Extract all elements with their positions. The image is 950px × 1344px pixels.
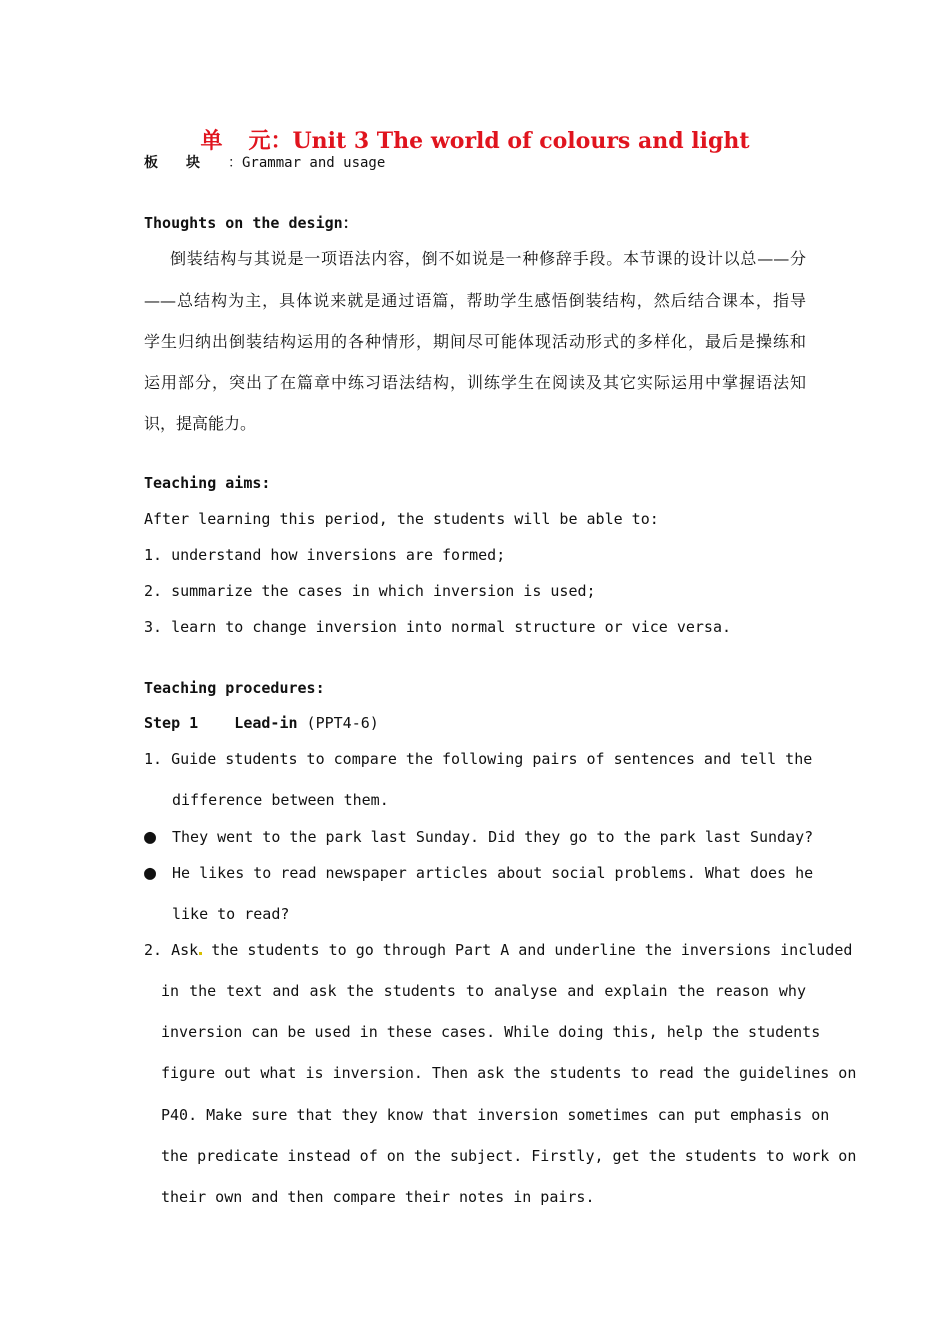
design-paragraph-line: ——总结构为主，具体说来就是通过语篇，帮助学生感悟倒装结构，然后结合课本，指导 [144, 291, 806, 310]
unit-title-text: ：Unit 3 The world of colours and light [270, 128, 750, 154]
item2-line: P40. Make sure that they know that inversion sometimes can put emphasis on [161, 1106, 830, 1124]
design-paragraph-line: 倒装结构与其说是一项语法内容，倒不如说是一种修辞手段。本节课的设计以总——分 [170, 249, 806, 268]
unit-label: 单元 [200, 128, 297, 154]
bullet-text: like to read? [172, 905, 290, 923]
item2-line: inversion can be used in these cases. While doing this, help the students [161, 1023, 821, 1041]
design-paragraph-line: 识，提高能力。 [144, 414, 257, 433]
item2-line: the predicate instead of on the subject. Firstly, get the students to work on [161, 1147, 857, 1165]
unit-title [0, 124, 950, 155]
bullet-icon: ● [144, 860, 157, 884]
module-line [144, 152, 385, 172]
item2-line: figure out what is inversion. Then ask the students to read the guidelines on [161, 1064, 857, 1082]
item1-line: 1. Guide students to compare the following pairs of sentences and tell the [144, 750, 813, 768]
aims-item: 3. learn to change inversion into normal structure or vice versa. [144, 618, 731, 636]
item2-line [144, 941, 853, 959]
design-paragraph-line: 运用部分，突出了在篇章中练习语法结构，训练学生在阅读及其它实际运用中掌握语法知 [144, 373, 806, 392]
aims-item: 1. understand how inversions are formed; [144, 546, 506, 564]
bullet-text: He likes to read newspaper articles about social problems. What does he [172, 864, 814, 882]
step1-label: Step 1 Lead-in [144, 714, 298, 732]
design-paragraph-line: 学生归纳出倒装结构运用的各种情形，期间尽可能体现活动形式的多样化，最后是操练和 [144, 332, 806, 351]
step1-ref: (PPT4-6) [297, 714, 379, 732]
item2-line: their own and then compare their notes in pairs. [161, 1188, 595, 1206]
bullet-icon: ● [144, 824, 157, 848]
aims-intro: After learning this period, the students will be able to: [144, 510, 659, 528]
step1-heading [144, 714, 379, 732]
module-value: ：Grammar and usage [228, 155, 386, 171]
module-label: 板块 [144, 155, 228, 171]
item1-line: difference between them. [172, 791, 389, 809]
design-heading: Thoughts on the design： [144, 214, 358, 232]
aims-item: 2. summarize the cases in which inversion is used; [144, 582, 596, 600]
item2-ask: 2. Ask [144, 941, 199, 959]
bullet-text: They went to the park last Sunday. Did they go to the park last Sunday? [172, 828, 814, 846]
item2-line: in the text and ask the students to analyse and explain the reason why [161, 982, 806, 1000]
procedures-heading: Teaching procedures: [144, 679, 325, 697]
item2-rest: the students to go through Part A and underline the inversions included [202, 941, 853, 959]
aims-heading: Teaching aims: [144, 474, 271, 492]
